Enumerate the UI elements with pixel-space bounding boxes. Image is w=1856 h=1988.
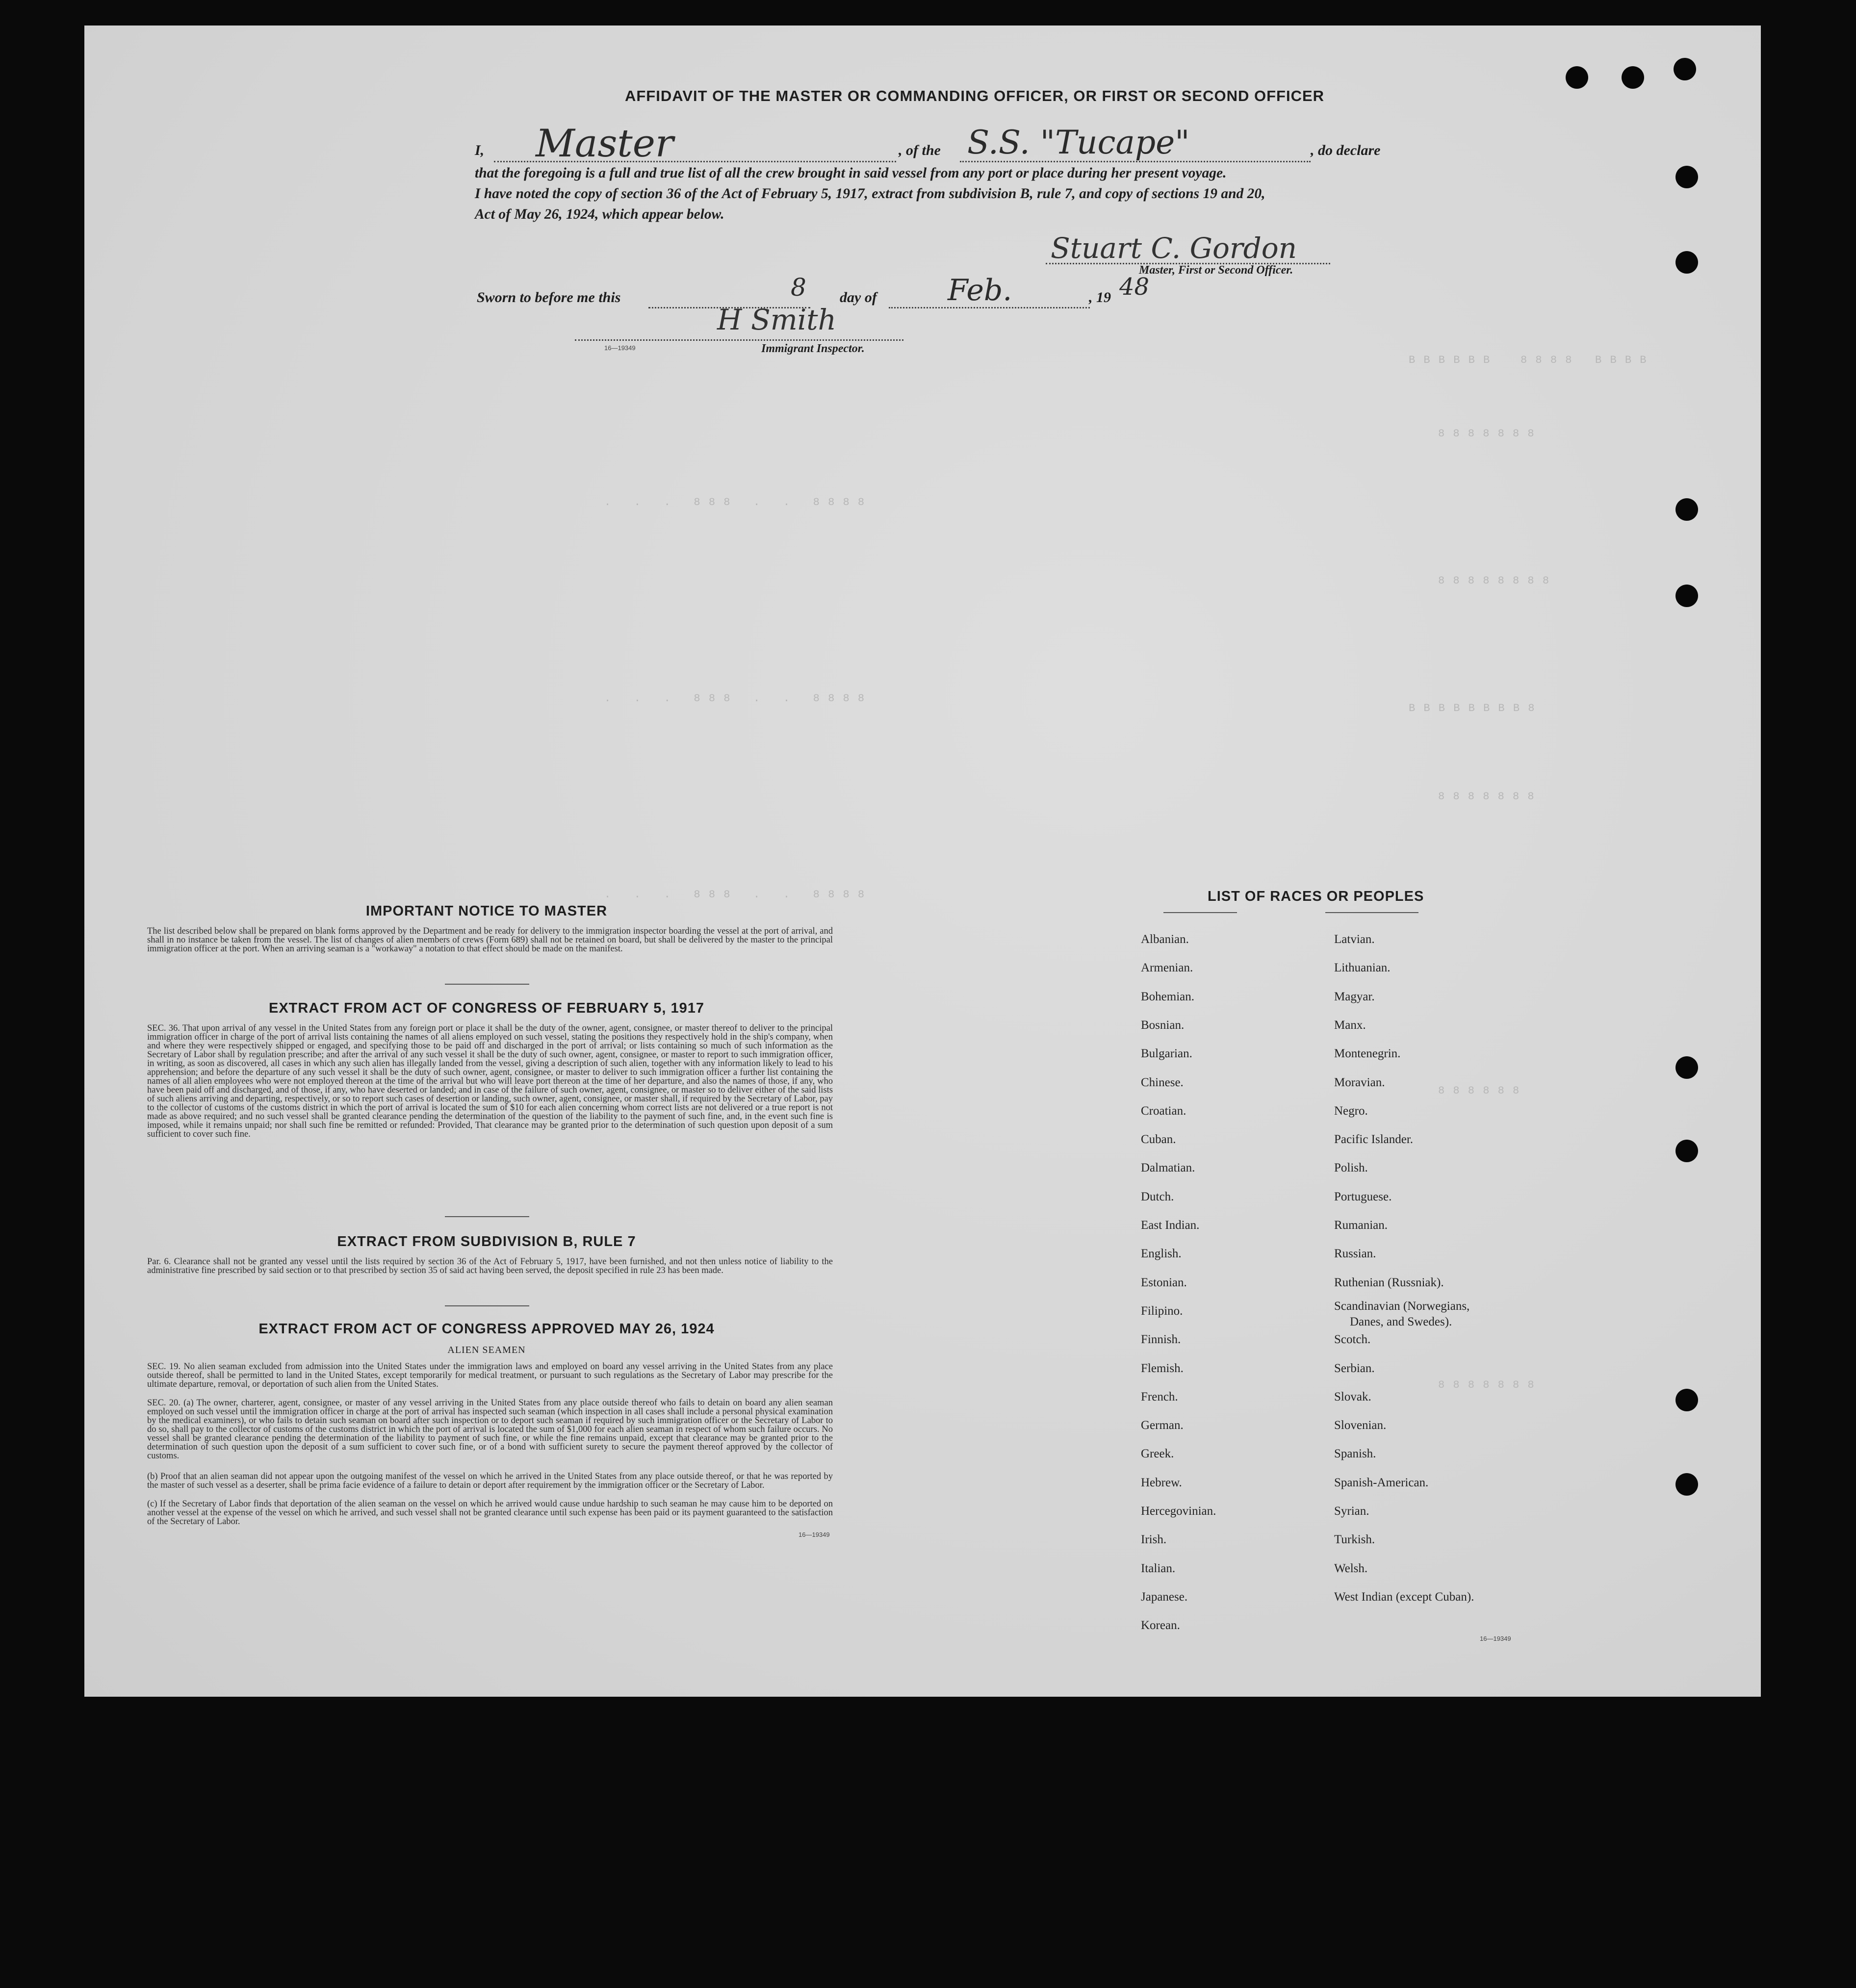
race-item: Korean. <box>1141 1619 1180 1632</box>
race-item: Russian. <box>1334 1247 1376 1260</box>
day-of-label: day of <box>840 289 877 306</box>
day-handwritten: 8 <box>791 273 806 302</box>
signature-caption: Master, First or Second Officer. <box>1139 264 1293 277</box>
affidavit-i-label: I, <box>475 142 485 158</box>
sec20b-text: (b) Proof that an alien seaman did not appear upon the outgoing manifest of the vessel on which he arrived in the United States from any place outside thereof, or that he was reported by the master of such vessel as a deserter, shall be prima facie evidence of a failure to detain or deport after requirement by the immigration officer or the Secretary of Labor. <box>147 1472 833 1490</box>
punch-hole-icon <box>1566 66 1588 89</box>
race-item: Estonian. <box>1141 1276 1187 1289</box>
race-item: Montenegrin. <box>1334 1047 1401 1060</box>
inspector-line <box>575 339 903 341</box>
race-item: Bohemian. <box>1141 990 1195 1003</box>
race-item: Bulgarian. <box>1141 1047 1192 1060</box>
extract-1924-title: EXTRACT FROM ACT OF CONGRESS APPROVED MAY 26, 1924 <box>258 1321 715 1337</box>
race-item: Scotch. <box>1334 1333 1371 1346</box>
race-item: Irish. <box>1141 1533 1167 1546</box>
race-item: German. <box>1141 1419 1184 1432</box>
race-item: Slovak. <box>1334 1390 1371 1403</box>
divider <box>445 1216 529 1217</box>
divider <box>445 984 529 985</box>
race-item: Spanish. <box>1334 1447 1376 1460</box>
race-item: Pacific Islander. <box>1334 1133 1414 1146</box>
race-item: Portuguese. <box>1334 1190 1392 1203</box>
punch-hole-icon <box>1676 1140 1698 1162</box>
punch-hole-icon <box>1676 1389 1698 1411</box>
month-handwritten: Feb. <box>948 273 1012 307</box>
divider <box>1325 912 1418 913</box>
extract-1917-title: EXTRACT FROM ACT OF CONGRESS OF FEBRUARY 5, 1917 <box>268 1000 705 1016</box>
of-the-label: , of the <box>899 142 941 158</box>
extract-1917-text: SEC. 36. That upon arrival of any vessel in the United States from any foreign port or place it shall be the duty of the owner, agent, consignee, or master thereof to deliver to the principal immigration officer in charge of the port of arrival lists containing the names of all aliens employed on such vessel, stating the positions they respectively hold in the ship's company, when and where they were respectively shipped or engaged, and specifying those to be paid off and discharged in the port of arrival; or lists containing so much of such information as the Secretary of Labor shall by regulation prescribe; and after the arrival of any such vessel it shall be the duty of such owner, agent, consignee, or master to report to such immigration officer, in writing, as soon as discovered, all cases in which any such alien has illegally landed from the vessel, giving a description of such alien, together with any information likely to lead to his apprehension; and before the departure of any such vessel it shall be the duty of such owner, agent, consignee, or master to deliver to such immigration officer a further list containing the names of all alien employees who were not employed thereon at the time of the arrival but who will leave port thereon at the time of her departure, and also the names of those, if any, who have been paid off and discharged, and of those, if any, who have deserted or landed; and in case of the failure of such owner, agent, consignee, or master so to deliver either of the said lists of such aliens arriving and departing, respectively, or so to report such cases of desertion or landing, such owner, agent, consignee, or master shall, if required by the Secretary of Labor, pay to the collector of customs of the customs district in which the port of arrival is located the sum of $10 for each alien concerning whom correct lists are not delivered or a true report is not made as above required; and no such vessel shall be granted clearance pending the determination of the question of the liability to the payment of such fine, and, in the event such fine is imposed, while it remains unpaid; nor shall such fine be remitted or refunded: Provided, That clearance may be granted prior to the determination of such question upon deposit of a sum sufficient to cover such fine. <box>147 1023 833 1139</box>
race-item: Rumanian. <box>1334 1219 1388 1232</box>
race-item: French. <box>1141 1390 1178 1403</box>
race-item: Serbian. <box>1334 1362 1375 1375</box>
race-item: Italian. <box>1141 1562 1176 1575</box>
race-item: Finnish. <box>1141 1333 1181 1346</box>
race-item: Albanian. <box>1141 933 1189 946</box>
sec20a-text: SEC. 20. (a) The owner, charterer, agent, consignee, or master of any vessel arriving in the United States from any place outside thereof who fails to detain on board any alien seaman employed on such vessel until the immigration officer in charge at the port of arrival has inspected such seaman (which inspection in all cases shall include a personal physical examination by the medical examiners), or who fails to detain such seaman on board after such inspection or to deport such seaman if required by such immigration officer or the Secretary of Labor to do so, shall pay to the collector of customs of the customs district in which the port of arrival is located the sum of $1,000 for each alien seaman in respect of whom such failure occurs. No vessel shall be granted clearance pending the determination of the liability to payment of such fine, or while the fine remains unpaid, except that clearance may be granted prior to the determination of such question upon the deposit of a sum sufficient to cover such fine, or of a bond with sufficient surety to secure the payment thereof approved by the collector of customs. <box>147 1398 833 1461</box>
divider <box>1163 912 1237 913</box>
race-item: Hercegovinian. <box>1141 1504 1216 1518</box>
race-item: Greek. <box>1141 1447 1174 1460</box>
extract-1924-subtitle: ALIEN SEAMEN <box>447 1345 526 1355</box>
inspector-caption: Immigrant Inspector. <box>761 342 865 355</box>
races-title: LIST OF RACES OR PEOPLES <box>1208 889 1424 904</box>
punch-hole-icon <box>1676 585 1698 607</box>
document-page: B B B B B B 8 8 8 8 B B B B 8 8 8 8 8 8 8 8 8 8 8 8 8 8 8 B B B B B B B B 8 8 8 8 8 8 8 8 8 8 8 8 8 8 8 8 8 8 8 8 8 . . . 8 8 8 . . 8 8 8 8 . . . 8 8 8 . . 8 8 8 8 . . . 8 8 8 . . 8 8 8 8 AFFIDAVIT OF THE MASTER OR COMMANDING OFFICER, OR FIRST OR SECOND OFFICER I, Master , of the S.S. "Tucape" , do declare that the foregoing is a full and true list of all the crew brought in said vessel from any port or place during her present voyage. I have noted the copy of section 36 of the Act of February 5, 1917, extract from subdivision B, rule 7, and copy of sections 19 and 20, Act of May 26, 1924, which appear below. Stuart C. Gordon Master, First or Second Officer. Sworn to before me this 8 day of Feb. , 19 48 H Smith 16—19349 Immigrant Inspector. IMPORTANT NOTICE TO MASTER The list described below shall be prepared on blank forms approved by the Department and be ready for delivery to the immigration inspector boarding the vessel at the port of arrival, and shall in no instance be taken from the vessel. The list of changes of alien members of crews (Form 689) shall not be retained on board, but shall be delivered by the master to the principal immigration officer at the port. When an arriving seaman is a "workaway" a notation to that effect should be made on the manifest. EXTRACT FROM ACT OF CONGRESS OF FEBRUARY 5, 1917 SEC. 36. That upon arrival of any vessel in the United States from any foreign port or place it shall be the duty of the owner, agent, consignee, or master thereof to deliver to the principal immigration officer in charge of the port of arrival lists containing the names of all aliens employed on such vessel, stating the positions they respectively hold in the ship's company, when and where they were respectively shipped or engaged, and specifying those to be paid off and discharged in the port of arrival; or lists containing so much of such information as the Secretary of Labor shall by regulation prescribe; and after the arrival of any such vessel it shall be the duty of such owner, agent, consignee, or master to report to such immigration officer, in writing, as soon as discovered, all cases in which any such alien has illegally landed from the vessel, giving a description of such alien, together with any information likely to lead to his apprehension; and before the departure of any such vessel it shall be the duty of such owner, agent, consignee, or master to deliver to such immigration officer a further list containing the names of all alien employees who were not employed thereon at the time of the arrival but who will leave port thereon at the time of her departure, and also the names of those, if any, who have been paid off and discharged, and of those, if any, who have deserted or landed; and in case of the failure of such owner, agent, consignee, or master so to deliver either of the said lists of such aliens arriving and departing, respectively, or so to report such cases of desertion or landing, such owner, agent, consignee, or master shall, if required by the Secretary of Labor, pay to the collector of customs of the customs district in which the port of arrival is located the sum of $10 for each alien concerning whom correct lists are not delivered or a true report is not made as above required; and no such vessel shall be granted clearance pending the determination of the question of the liability to the payment of such fine, and, in the event such fine is imposed, while it remains unpaid; nor shall such fine be remitted or refunded: Provided, That clearance may be granted prior to the determination of such question upon deposit of a sum sufficient to cover such fine. EXTRACT FROM SUBDIVISION B, RULE 7 Par. 6. Clearance shall not be granted any vessel until the lists required by section 36 of the Act of February 5, 1917, have been furnished, and not then unless notice of liability to the administrative fine prescribed by said section or to that prescribed by section 35 of said act having been served, the deposit specified in rule 23 has been made. EXTRACT FROM ACT OF CONGRESS APPROVED MAY 26, 1924 ALIEN SEAMEN SEC. 19. No alien seaman excluded from admission into the United States under the immigration laws and employed on board any vessel arriving in the United States from any place outside thereof, shall be permitted to land in the United States, except temporarily for medical treatment, or pursuant to such regulations as the Secretary of Labor may prescribe for the ultimate departure, removal, or deportation of such alien from the United States. SEC. 20. (a) The owner, charterer, agent, consignee, or master of any vessel arriving in the United States from any place outside thereof who fails to detain on board any alien seaman employed on such vessel until the immigration officer in charge at the port of arrival has inspected such seaman (which inspection in all cases shall include a personal physical examination by the medical examiners), or who fails to detain such seaman on board after such inspection or to deport such seaman if required by such immigration officer or the Secretary of Labor to do so, shall pay to the collector of customs of the customs district in which the port of arrival is located the sum of $1,000 for each alien seaman in respect of whom such failure occurs. No vessel shall be granted clearance pending the determination of the liability to payment of such fine, or while the fine remains unpaid, except that clearance may be granted prior to the determination of such question upon the deposit of a sum sufficient to cover such fine, or of a bond with sufficient surety to secure the payment thereof approved by the collector of customs. (b) Proof that an alien seaman did not appear upon the outgoing manifest of the vessel on which he arrived in the United States from any place outside thereof, or that he was reported by the master of such vessel as a deserter, shall be prima facie evidence of a failure to detain or deport after requirement by the immigration officer or the Secretary of Labor. (c) If the Secretary of Labor finds that deportation of the alien seaman on the vessel on which he arrived would cause undue hardship to such seaman he may cause him to be deported on another vessel at the expense of the vessel on which he arrived, and such vessel shall not be granted clearance until such expense has been paid or its payment guaranteed to the satisfaction of the Secretary of Labor. 16—19349 LIST OF RACES OR PEOPLES Albanian. Armenian. Bohemian. Bosnian. Bulgarian. Chinese. Croatian. Cuban. Dalmatian. Dutch. East Indian. English. Estonian. Filipino. Finnish. Flemish. French. German. Greek. Hebrew. Hercegovinian. Irish. Italian. Japanese. Korean. Latvian. Lithuanian. Magyar. Manx. Montenegrin. Moravian. Negro. Pacific Islander. Polish. Portuguese. Rumanian. Russian. Ruthenian (Russniak). Scandinavian (Norwegians, Danes, and Swedes). Scotch. Serbian. Slovak. Slovenian. Spanish. Spanish-American. Syrian. Turkish. Welsh. West Indian (except Cuban). 16—19349 <box>84 25 1761 1697</box>
year-handwritten: 48 <box>1119 273 1150 301</box>
race-item: West Indian (except Cuban). <box>1334 1590 1474 1604</box>
races-form-number: 16—19349 <box>1480 1635 1511 1642</box>
divider <box>445 1305 529 1306</box>
notice-text: The list described below shall be prepared on blank forms approved by the Department and be ready for delivery to the immigration inspector boarding the vessel at the port of arrival, and shall in no instance be taken from the vessel. The list of changes of alien members of crews (Form 689) shall not be retained on board, but shall be delivered by the master to the principal immigration officer at the port. When an arriving seaman is a "workaway" a notation to that effect should be made on the manifest. <box>147 926 833 954</box>
race-item: Hebrew. <box>1141 1476 1182 1489</box>
race-item: Polish. <box>1334 1161 1368 1174</box>
race-item: Danes, and Swedes). <box>1350 1315 1452 1328</box>
race-item: Moravian. <box>1334 1076 1385 1089</box>
notice-title: IMPORTANT NOTICE TO MASTER <box>365 903 608 919</box>
race-item: Syrian. <box>1334 1504 1369 1518</box>
race-item: Welsh. <box>1334 1562 1368 1575</box>
vessel-handwritten: S.S. "Tucape" <box>967 124 1190 161</box>
punch-hole-icon <box>1622 66 1644 89</box>
extract-1924-form-number: 16—19349 <box>799 1531 830 1538</box>
race-item: Armenian. <box>1141 961 1193 974</box>
affidavit-form-number: 16—19349 <box>604 344 636 352</box>
inspector-signature: H Smith <box>717 303 836 336</box>
race-item: English. <box>1141 1247 1182 1260</box>
race-item: Lithuanian. <box>1334 961 1391 974</box>
master-signature: Stuart C. Gordon <box>1051 231 1297 265</box>
race-item: Dutch. <box>1141 1190 1174 1203</box>
race-item: Slovenian. <box>1334 1419 1387 1432</box>
punch-hole-icon <box>1676 166 1698 188</box>
race-item: Cuban. <box>1141 1133 1176 1146</box>
race-item: Flemish. <box>1141 1362 1184 1375</box>
race-item: Ruthenian (Russniak). <box>1334 1276 1444 1289</box>
race-item: Dalmatian. <box>1141 1161 1195 1174</box>
race-item: Filipino. <box>1141 1304 1183 1318</box>
rule7-title: EXTRACT FROM SUBDIVISION B, RULE 7 <box>337 1234 636 1249</box>
race-item: Negro. <box>1334 1104 1368 1118</box>
race-item: Scandinavian (Norwegians, <box>1334 1300 1470 1313</box>
rule7-text: Par. 6. Clearance shall not be granted any vessel until the lists required by section 36 of the Act of February 5, 1917, have been furnished, and not then unless notice of liability to the administrative fine prescribed by said section or to that prescribed by section 35 of said act having been served, the deposit specified in rule 23 has been made. <box>147 1257 833 1275</box>
race-item: Croatian. <box>1141 1104 1186 1118</box>
affidavit-title: AFFIDAVIT OF THE MASTER OR COMMANDING OFFICER, OR FIRST OR SECOND OFFICER <box>624 87 1325 104</box>
affidavit-line-2: that the foregoing is a full and true list of all the crew brought in said vessel from any port or place during her present voyage. <box>475 165 1227 181</box>
sec19-text: SEC. 19. No alien seaman excluded from admission into the United States under the immigration laws and employed on board any vessel arriving in the United States from any place outside thereof, shall be permitted to land in the United States, except temporarily for medical treatment, or pursuant to such regulations as the Secretary of Labor may prescribe for the ultimate departure, removal, or deportation of such alien from the United States. <box>147 1362 833 1389</box>
race-item: Manx. <box>1334 1019 1366 1032</box>
race-item: Japanese. <box>1141 1590 1188 1604</box>
race-item: Chinese. <box>1141 1076 1184 1089</box>
punch-hole-icon <box>1676 498 1698 521</box>
punch-hole-icon <box>1676 251 1698 274</box>
punch-hole-icon <box>1676 1056 1698 1079</box>
sec20c-text: (c) If the Secretary of Labor finds that deportation of the alien seaman on the vessel on which he arrived would cause undue hardship to such seaman he may cause him to be deported on another vessel at the expense of the vessel on which he arrived, and such vessel shall not be granted clearance until such expense has been paid or its payment guaranteed to the satisfaction of the Secretary of Labor. <box>147 1499 833 1527</box>
race-item: Bosnian. <box>1141 1019 1185 1032</box>
race-item: East Indian. <box>1141 1219 1200 1232</box>
punch-hole-icon <box>1674 58 1696 80</box>
affidavit-line-3: I have noted the copy of section 36 of the Act of February 5, 1917, extract from subdivision B, rule 7, and copy of sections 19 and 20, <box>475 186 1265 202</box>
race-item: Magyar. <box>1334 990 1375 1003</box>
sworn-label: Sworn to before me this <box>477 289 621 306</box>
declare-label: , do declare <box>1311 142 1381 158</box>
year-prefix-label: , 19 <box>1089 289 1111 306</box>
race-item: Latvian. <box>1334 933 1375 946</box>
affidavit-line-4: Act of May 26, 1924, which appear below. <box>475 206 724 222</box>
punch-hole-icon <box>1676 1473 1698 1496</box>
race-item: Turkish. <box>1334 1533 1375 1546</box>
race-item: Spanish-American. <box>1334 1476 1429 1489</box>
rank-handwritten: Master <box>536 122 674 166</box>
